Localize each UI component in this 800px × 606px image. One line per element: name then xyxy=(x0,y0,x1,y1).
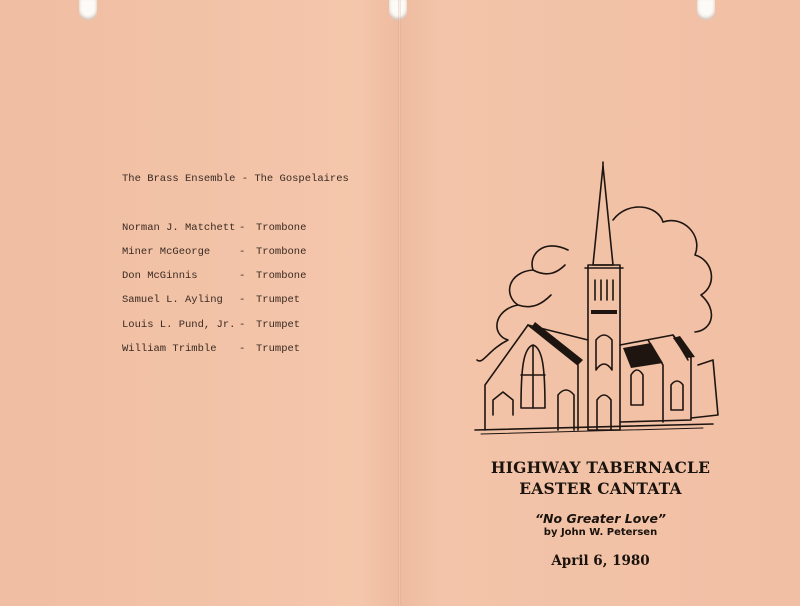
member-instrument: Trumpet xyxy=(256,319,301,331)
member-dash: - xyxy=(239,270,246,282)
composer-byline: by John W. Petersen xyxy=(543,527,658,538)
church-name-title: HIGHWAY TABERNACLE xyxy=(490,458,711,477)
member-instrument: Trumpet xyxy=(256,294,301,306)
member-instrument: Trombone xyxy=(256,270,307,282)
member-instrument: Trombone xyxy=(256,222,307,234)
member-dash: - xyxy=(239,343,246,355)
member-name: Miner McGeorge xyxy=(122,246,211,258)
member-dash: - xyxy=(239,222,246,234)
member-dash: - xyxy=(239,319,246,331)
performance-date: April 6, 1980 xyxy=(551,553,650,569)
church-illustration-icon xyxy=(473,160,723,438)
right-panel xyxy=(401,0,800,606)
member-dash: - xyxy=(239,294,246,306)
work-title: “No Greater Love” xyxy=(535,511,666,526)
left-panel xyxy=(0,0,398,606)
member-name: Samuel L. Ayling xyxy=(122,294,223,306)
member-name: Louis L. Pund, Jr. xyxy=(122,319,236,331)
member-instrument: Trombone xyxy=(256,246,307,258)
member-name: Don McGinnis xyxy=(122,270,198,282)
cantata-title: EASTER CANTATA xyxy=(519,479,682,498)
ensemble-heading: The Brass Ensemble - The Gospelaires xyxy=(122,173,349,185)
member-dash: - xyxy=(239,246,246,258)
member-instrument: Trumpet xyxy=(256,343,301,355)
member-name: William Trimble xyxy=(122,343,217,355)
member-name: Norman J. Matchett xyxy=(122,222,236,234)
